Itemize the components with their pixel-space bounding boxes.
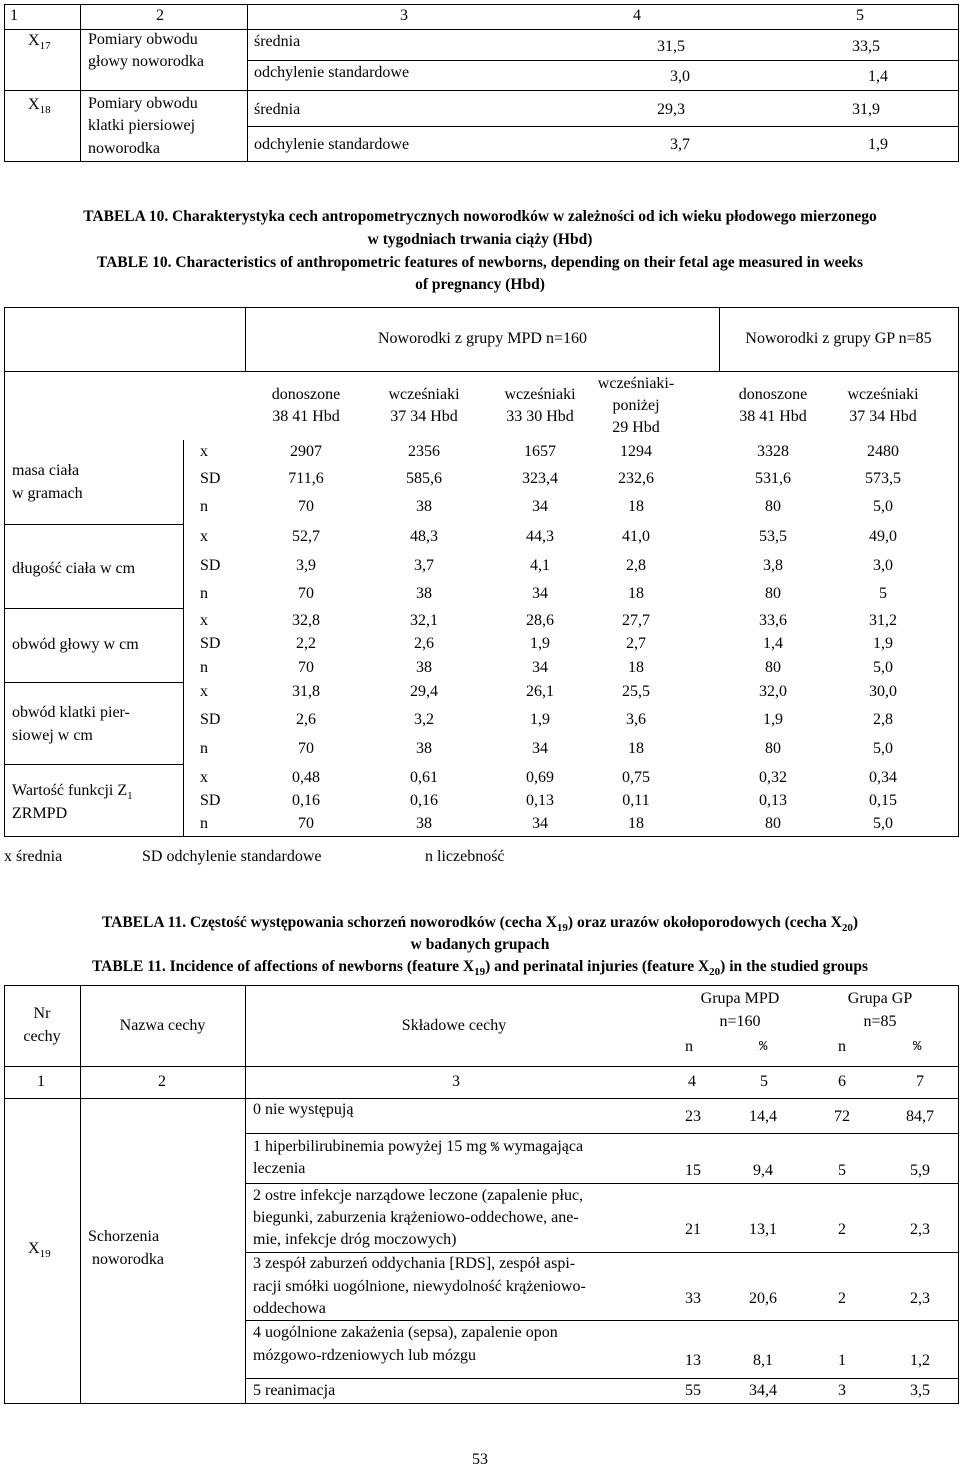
value: 1,4 [868, 68, 888, 85]
table-cell: 31,2 [869, 612, 897, 629]
stat-label: n [200, 585, 208, 602]
table-cell: 55 [685, 1382, 701, 1399]
table-cell: 34,4 [749, 1382, 777, 1399]
table10-title-pl-2: w tygodniach trwania ciąży (Hbd) [367, 231, 593, 248]
table-cell: 32,0 [759, 683, 787, 700]
column-header: wcześniaki- [597, 375, 675, 392]
col-num: 4 [688, 1073, 696, 1090]
table-cell: 18 [628, 740, 644, 757]
table-cell: 41,0 [622, 528, 650, 545]
table-cell: 27,7 [622, 612, 650, 629]
table-cell: 70 [298, 740, 314, 757]
table10-title-en-2: of pregnancy (Hbd) [415, 276, 545, 293]
table-cell: 0,16 [410, 792, 438, 809]
column-header: wcześniaki [388, 386, 460, 403]
table-cell: 1,9 [763, 711, 783, 728]
table-cell: 3328 [757, 443, 789, 460]
table-cell: 38 [416, 498, 432, 515]
table-cell: 80 [765, 498, 781, 515]
legend-mean: x średnia [4, 848, 63, 865]
table-cell: 323,4 [522, 470, 558, 487]
table-cell: 232,6 [618, 470, 654, 487]
column-header: 38 41 Hbd [272, 408, 340, 425]
table-cell: 3,5 [910, 1382, 930, 1399]
component-text: 4 uogólnione zakażenia (sepsa), zapalenie opon [253, 1324, 558, 1341]
table-cell: 573,5 [865, 470, 901, 487]
component-text: 1 hiperbilirubinemia powyżej 15 mg % wymagająca [253, 1138, 584, 1156]
table-cell: 34 [532, 659, 548, 676]
table-cell: 2,7 [626, 635, 646, 652]
feature-name: noworodka [92, 1251, 164, 1268]
table-cell: 2,3 [910, 1290, 930, 1307]
header-nr: cechy [23, 1028, 61, 1045]
table-cell: 585,6 [406, 470, 442, 487]
table-cell: 44,3 [526, 528, 554, 545]
feature-name: Pomiary obwodu [88, 95, 198, 112]
column-header: wcześniaki [847, 386, 919, 403]
feature-name: Pomiary obwodu [88, 31, 198, 48]
table-cell: 0,15 [869, 792, 897, 809]
table-cell: 3 [838, 1382, 846, 1399]
table-cell: 1657 [524, 443, 556, 460]
component-text: 5 reanimacja [253, 1382, 336, 1399]
table-cell: 0,75 [622, 769, 650, 786]
column-header: 37 34 Hbd [849, 408, 917, 425]
stat-label: x [200, 769, 208, 786]
component-text: leczenia [253, 1160, 306, 1177]
stat-label: średnia [254, 101, 301, 118]
stat-label: odchylenie standardowe [254, 136, 410, 153]
table-cell: 3,7 [414, 557, 434, 574]
feature-code: $X_{17}$ [28, 32, 51, 53]
table-cell: 2,3 [910, 1221, 930, 1238]
table-cell: 34 [532, 498, 548, 515]
table-cell: 33,6 [759, 612, 787, 629]
table-cell: 80 [765, 585, 781, 602]
table-cell: 15 [685, 1162, 701, 1179]
table-cell: 0,11 [622, 792, 650, 809]
feature-code: $X_{18}$ [28, 96, 51, 117]
component-text: mózgowo-rdzeniowych lub mózgu [253, 1347, 477, 1364]
value: 1,9 [868, 136, 888, 153]
table-cell: 18 [628, 585, 644, 602]
group-label: obwód głowy w cm [12, 636, 139, 653]
table-cell: 3,8 [763, 557, 783, 574]
table-cell: 1294 [620, 443, 652, 460]
legend-sd: SD odchylenie standardowe [142, 848, 322, 865]
stat-label: SD [200, 470, 221, 487]
table10-title-en: TABLE 10. Characteristics of anthropometric features of newborns, depending on their fetal age measured in weeks [96, 254, 864, 271]
table-cell: 34 [532, 815, 548, 832]
table-cell: 2,6 [296, 711, 316, 728]
column-header: wcześniaki [504, 386, 576, 403]
table-cell: 3,0 [873, 557, 893, 574]
value: 29,3 [657, 101, 685, 118]
table-cell: 3,6 [626, 711, 646, 728]
col-num: 7 [916, 1073, 924, 1090]
column-header: 29 Hbd [612, 419, 660, 436]
table-cell: 25,5 [622, 683, 650, 700]
table-cell: 1,2 [910, 1352, 930, 1369]
page-number: 53 [472, 1451, 488, 1468]
col-num: 3 [452, 1073, 460, 1090]
header-mpd: Grupa MPD [700, 990, 780, 1007]
table-cell: 13,1 [749, 1221, 777, 1238]
header-mpd: n=160 [719, 1013, 761, 1030]
table-cell: 14,4 [749, 1108, 777, 1125]
col-num: 5 [856, 7, 864, 24]
stat-label: x [200, 443, 208, 460]
table-cell: 80 [765, 815, 781, 832]
table-cell: 72 [834, 1108, 850, 1125]
header-pct: % [913, 1039, 922, 1055]
column-header: 37 34 Hbd [390, 408, 458, 425]
feature-name: klatki piersiowej [88, 117, 196, 134]
column-header: 38 41 Hbd [739, 408, 807, 425]
component-text: oddechowa [253, 1300, 326, 1317]
table-cell: 1 [838, 1352, 846, 1369]
column-header: donoszone [271, 386, 341, 403]
table-cell: 2480 [867, 443, 899, 460]
table-cell: 531,6 [755, 470, 791, 487]
table-cell: 2 [838, 1290, 846, 1307]
group-label: siowej w cm [12, 727, 93, 744]
col-num: 2 [158, 1073, 166, 1090]
table11-title-en: TABLE 11. Incidence of affections of newborns (feature $X_{19}$) and perinatal injuries (feature $X_{20}$) in the studied groups [91, 958, 869, 979]
value: 31,9 [852, 101, 880, 118]
table-cell: 33 [685, 1290, 701, 1307]
stat-label: x [200, 612, 208, 629]
group-label: masa ciała [12, 462, 80, 479]
table-cell: 711,6 [288, 470, 324, 487]
col-num: 1 [10, 7, 18, 24]
table-cell: 2,8 [873, 711, 893, 728]
stat-label: n [200, 815, 208, 832]
stat-label: x [200, 528, 208, 545]
header-nr: Nr [33, 1005, 51, 1022]
table-cell: 21 [685, 1221, 701, 1238]
component-text: biegunki, zaburzenia krążeniowo-oddechowe, ane- [253, 1209, 579, 1226]
table-cell: 70 [298, 815, 314, 832]
stat-label: SD [200, 711, 221, 728]
stat-label: SD [200, 557, 221, 574]
component-text: 3 zespół zaburzeń oddychania [RDS], zespół aspi- [253, 1255, 576, 1272]
table-cell: 20,6 [749, 1290, 777, 1307]
table-cell: 38 [416, 740, 432, 757]
col-num: 6 [838, 1073, 846, 1090]
table-cell: 1,9 [530, 711, 550, 728]
stat-label: odchylenie standardowe [254, 64, 410, 81]
feature-name: noworodka [88, 140, 160, 157]
feature-code: $X_{19}$ [28, 1240, 51, 1261]
group-label: Wartość funkcji $Z_1$ [12, 782, 133, 803]
table-cell: 5 [879, 585, 887, 602]
group-label: w gramach [12, 485, 83, 502]
table-cell: 0,13 [759, 792, 787, 809]
stat-label: n [200, 740, 208, 757]
component-text: mie, infekcje dróg moczowych) [253, 1231, 457, 1248]
table-cell: 38 [416, 585, 432, 602]
table-cell: 38 [416, 659, 432, 676]
value: 33,5 [852, 38, 880, 55]
column-header: 33 30 Hbd [506, 408, 574, 425]
stat-label: SD [200, 792, 221, 809]
col-num: 3 [400, 7, 408, 24]
table-cell: 5 [838, 1162, 846, 1179]
table-cell: 80 [765, 740, 781, 757]
table-cell: 1,9 [873, 635, 893, 652]
component-text: 2 ostre infekcje narządowe leczone (zapalenie płuc, [253, 1187, 584, 1204]
header-gp: n=85 [863, 1013, 897, 1030]
group-gp-header: Noworodki z grupy GP n=85 [745, 330, 932, 347]
table-cell: 0,32 [759, 769, 787, 786]
header-n: n [838, 1038, 846, 1055]
col-num: 5 [760, 1073, 768, 1090]
header-gp: Grupa GP [847, 990, 913, 1007]
component-text: racji smółki uogólnione, niewydolność krążeniowo- [253, 1278, 586, 1295]
table-cell: 26,1 [526, 683, 554, 700]
table-cell: 84,7 [906, 1108, 934, 1125]
table-cell: 70 [298, 498, 314, 515]
group-label: obwód klatki pier- [12, 704, 130, 721]
table-cell: 8,1 [753, 1352, 773, 1369]
table-cell: 5,0 [873, 498, 893, 515]
table-cell: 80 [765, 659, 781, 676]
table-cell: 31,8 [292, 683, 320, 700]
table-cell: 53,5 [759, 528, 787, 545]
table-cell: 28,6 [526, 612, 554, 629]
component-text: 0 nie występują [253, 1101, 354, 1118]
table-cell: 2,6 [414, 635, 434, 652]
table-cell: 70 [298, 585, 314, 602]
header-pct: % [759, 1039, 768, 1055]
table-cell: 30,0 [869, 683, 897, 700]
legend-n: n liczebność [425, 848, 505, 865]
table-cell: 18 [628, 498, 644, 515]
table-cell: 23 [685, 1108, 701, 1125]
table-cell: 4,1 [530, 557, 550, 574]
table-cell: 9,4 [753, 1162, 773, 1179]
header-n: n [685, 1038, 693, 1055]
table-cell: 0,48 [292, 769, 320, 786]
group-label: długość ciała w cm [12, 560, 136, 577]
table-cell: 0,16 [292, 792, 320, 809]
table-cell: 2 [838, 1221, 846, 1238]
feature-name: głowy noworodka [88, 53, 204, 70]
table-cell: 34 [532, 585, 548, 602]
table-cell: 32,1 [410, 612, 438, 629]
table-cell: 5,0 [873, 659, 893, 676]
table-cell: 0,61 [410, 769, 438, 786]
table-cell: 2,2 [296, 635, 316, 652]
table11-title-pl-2: w badanych grupach [410, 936, 550, 953]
table-cell: 18 [628, 815, 644, 832]
table-cell: 1,4 [763, 635, 783, 652]
table-cell: 32,8 [292, 612, 320, 629]
table-cell: 2,8 [626, 557, 646, 574]
table-cell: 38 [416, 815, 432, 832]
table10-title-pl: TABELA 10. Charakterystyka cech antropometrycznych noworodków w zależności od ich wieku płodowego mierzonego [83, 208, 877, 225]
table-cell: 5,0 [873, 740, 893, 757]
table-cell: 13 [685, 1352, 701, 1369]
stat-label: x [200, 683, 208, 700]
stat-label: n [200, 498, 208, 515]
table-cell: 48,3 [410, 528, 438, 545]
table-cell: 29,4 [410, 683, 438, 700]
table-cell: 52,7 [292, 528, 320, 545]
feature-name: Schorzenia [88, 1228, 160, 1245]
stat-label: średnia [254, 33, 301, 50]
group-label: ZRMPD [12, 805, 68, 822]
table11-title-pl: TABELA 11. Częstość występowania schorzeń noworodków (cecha $X_{19}$) oraz urazów okołoporodowych (cecha $X_{20}$) [101, 914, 859, 935]
table-cell: 2356 [408, 443, 440, 460]
table-cell: 1,9 [530, 635, 550, 652]
table-cell: 5,0 [873, 815, 893, 832]
table-cell: 0,13 [526, 792, 554, 809]
col-num: 2 [156, 7, 164, 24]
value: 3,7 [670, 136, 690, 153]
table-cell: 18 [628, 659, 644, 676]
value: 31,5 [657, 38, 685, 55]
col-num: 1 [37, 1073, 45, 1090]
table-cell: 70 [298, 659, 314, 676]
table-cell: 0,69 [526, 769, 554, 786]
column-header: donoszone [738, 386, 808, 403]
table-cell: 34 [532, 740, 548, 757]
table-cell: 49,0 [869, 528, 897, 545]
header-name: Nazwa cechy [119, 1017, 206, 1034]
value: 3,0 [670, 68, 690, 85]
table-cell: 5,9 [910, 1162, 930, 1179]
group-mpd-header: Noworodki z grupy MPD n=160 [377, 330, 587, 347]
column-header: poniżej [612, 397, 660, 414]
table-cell: 0,34 [869, 769, 897, 786]
header-components: Składowe cechy [401, 1017, 507, 1034]
table-cell: 3,2 [414, 711, 434, 728]
stat-label: n [200, 659, 208, 676]
table-cell: 3,9 [296, 557, 316, 574]
table-cell: 2907 [290, 443, 322, 460]
col-num: 4 [633, 7, 641, 24]
stat-label: SD [200, 635, 221, 652]
